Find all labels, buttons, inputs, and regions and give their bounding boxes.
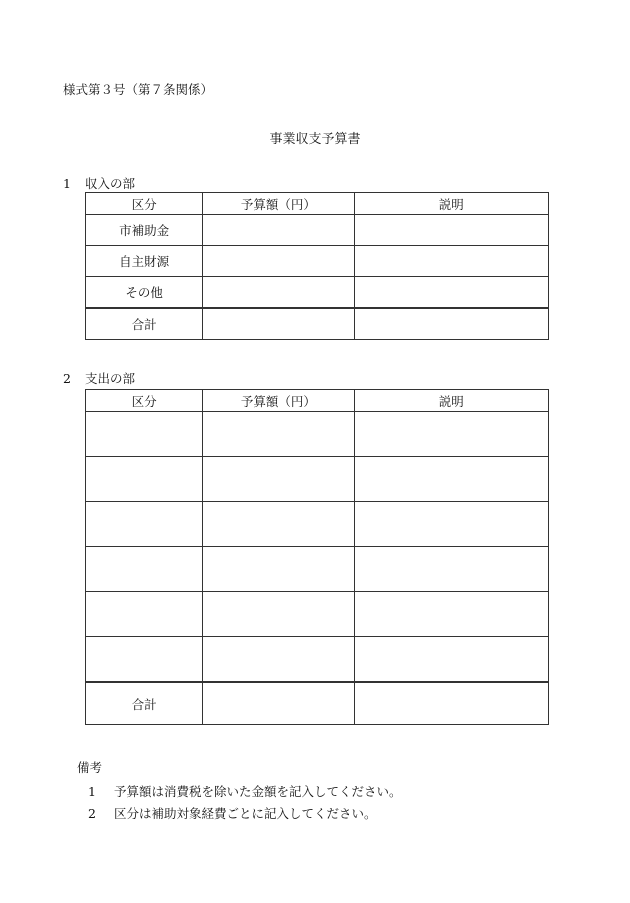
document-title: 事業収支予算書: [269, 132, 361, 147]
column-header-budget: 予算額（円）: [203, 193, 354, 215]
income-category-cell: 自主財源: [86, 246, 203, 277]
income-total-description-cell[interactable]: [354, 308, 548, 340]
expenditure-table: [85, 389, 549, 725]
table-row: [86, 502, 549, 547]
description-cell[interactable]: [354, 277, 548, 309]
remark-text: 区分は補助対象経費ごとに記入してください。: [114, 806, 377, 821]
income-section-title: 収入の部: [85, 176, 136, 191]
column-header-description: 説明: [354, 193, 548, 215]
column-header-budget: 予算額（円）: [203, 390, 354, 412]
table-row: [86, 277, 549, 309]
table-row: [86, 246, 549, 277]
expenditure-section-heading: [63, 369, 135, 387]
table-row: [86, 215, 549, 246]
budget-amount-cell[interactable]: [203, 246, 354, 277]
column-header-category: 区分: [86, 193, 203, 215]
expenditure-total-description-cell[interactable]: [354, 682, 548, 725]
expense-category-cell[interactable]: [86, 502, 203, 547]
expense-category-cell[interactable]: [86, 457, 203, 502]
income-table: [85, 192, 549, 340]
expense-category-cell[interactable]: [86, 412, 203, 457]
table-row: [86, 547, 549, 592]
income-header-row: [86, 193, 549, 215]
expense-category-cell[interactable]: [86, 592, 203, 637]
description-cell[interactable]: [354, 637, 548, 683]
column-header-description: 説明: [354, 390, 548, 412]
budget-amount-cell[interactable]: [203, 637, 354, 683]
remark-number: 1: [88, 784, 96, 799]
description-cell[interactable]: [354, 502, 548, 547]
remarks-heading: 備考: [77, 760, 103, 775]
table-row: [86, 637, 549, 683]
expenditure-header-row: [86, 390, 549, 412]
table-row: [86, 457, 549, 502]
table-row: [86, 592, 549, 637]
table-row: [86, 412, 549, 457]
income-total-amount-cell[interactable]: [203, 308, 354, 340]
budget-amount-cell[interactable]: [203, 412, 354, 457]
description-cell[interactable]: [354, 457, 548, 502]
expenditure-total-amount-cell[interactable]: [203, 682, 354, 725]
remark-item: [88, 804, 377, 822]
remark-number: 2: [88, 806, 96, 821]
income-section-number: 1: [63, 176, 71, 191]
expense-category-cell[interactable]: [86, 547, 203, 592]
income-total-label: 合計: [86, 308, 203, 340]
remark-item: [88, 782, 402, 800]
budget-amount-cell[interactable]: [203, 592, 354, 637]
description-cell[interactable]: [354, 547, 548, 592]
budget-amount-cell[interactable]: [203, 277, 354, 309]
income-category-cell: その他: [86, 277, 203, 309]
income-total-row: [86, 308, 549, 340]
expenditure-total-label: 合計: [86, 682, 203, 725]
expenditure-total-row: [86, 682, 549, 725]
budget-amount-cell[interactable]: [203, 457, 354, 502]
income-category-cell: 市補助金: [86, 215, 203, 246]
expense-category-cell[interactable]: [86, 637, 203, 683]
remark-text: 予算額は消費税を除いた金額を記入してください。: [114, 784, 402, 799]
form-number: 様式第３号（第７条関係）: [63, 82, 214, 97]
column-header-category: 区分: [86, 390, 203, 412]
budget-amount-cell[interactable]: [203, 215, 354, 246]
expenditure-section-title: 支出の部: [85, 371, 136, 386]
description-cell[interactable]: [354, 412, 548, 457]
budget-amount-cell[interactable]: [203, 502, 354, 547]
description-cell[interactable]: [354, 592, 548, 637]
budget-amount-cell[interactable]: [203, 547, 354, 592]
expenditure-section-number: 2: [63, 371, 71, 386]
description-cell[interactable]: [354, 246, 548, 277]
description-cell[interactable]: [354, 215, 548, 246]
income-section-heading: [63, 174, 135, 192]
